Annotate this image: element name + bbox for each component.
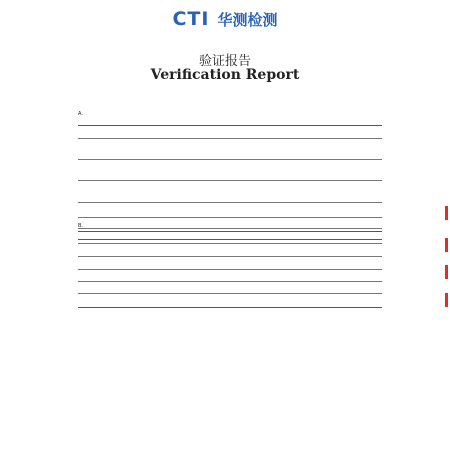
header-polymers	[154, 126, 230, 138]
table-cell	[306, 181, 382, 202]
table-row	[78, 139, 382, 160]
table-cell	[230, 257, 382, 269]
table-cell	[78, 181, 154, 202]
edge-marker	[445, 265, 448, 279]
table-cell	[230, 270, 382, 281]
table-header-row	[78, 125, 382, 139]
report-title-cn: 验证报告	[198, 54, 251, 69]
table-row	[78, 257, 382, 270]
edge-marker	[445, 293, 448, 307]
table-cell	[230, 244, 382, 256]
table-cell	[154, 203, 230, 217]
header-metals	[230, 126, 306, 138]
table-cell	[78, 139, 154, 159]
logo-cti-text: CTI	[172, 8, 210, 30]
note-a-marker: A.	[78, 111, 83, 117]
table-row	[78, 282, 382, 294]
table-cell	[230, 181, 306, 202]
table-row	[78, 244, 382, 257]
table-cell	[78, 244, 230, 256]
table-cell	[306, 160, 382, 180]
table-row	[78, 160, 382, 181]
table-cell	[154, 139, 230, 159]
table-cell	[78, 257, 230, 269]
table-cell	[230, 203, 306, 217]
header-element	[78, 126, 154, 138]
table-cell	[306, 203, 382, 217]
note-b	[0, 223, 450, 231]
table-cell	[78, 270, 230, 281]
screening-limits-table-2	[78, 231, 382, 308]
table-cell	[230, 282, 382, 293]
table-cell	[78, 294, 230, 307]
edge-marker	[445, 206, 448, 220]
table-row	[78, 203, 382, 218]
header-test-item	[78, 232, 230, 243]
header-composite	[306, 126, 382, 138]
table-cell	[78, 203, 154, 217]
table-cell	[230, 139, 306, 159]
table-row	[78, 294, 382, 308]
logo-cn-text: 华测检测	[217, 11, 278, 29]
edge-marker	[445, 238, 448, 252]
table-cell	[230, 160, 306, 180]
table-cell	[78, 282, 230, 293]
table-header-row	[78, 231, 382, 244]
note-a	[0, 111, 450, 125]
table-cell	[230, 294, 382, 307]
header-limit	[230, 232, 382, 243]
cti-logo	[0, 8, 450, 30]
table-row	[78, 270, 382, 282]
table-row	[78, 181, 382, 203]
table-cell	[154, 160, 230, 180]
table-cell	[306, 139, 382, 159]
page-footer	[78, 433, 118, 439]
note-b-marker: B.	[78, 223, 84, 229]
table-cell	[78, 160, 154, 180]
report-title-en: Verification Report	[150, 67, 300, 83]
table-cell	[154, 181, 230, 202]
